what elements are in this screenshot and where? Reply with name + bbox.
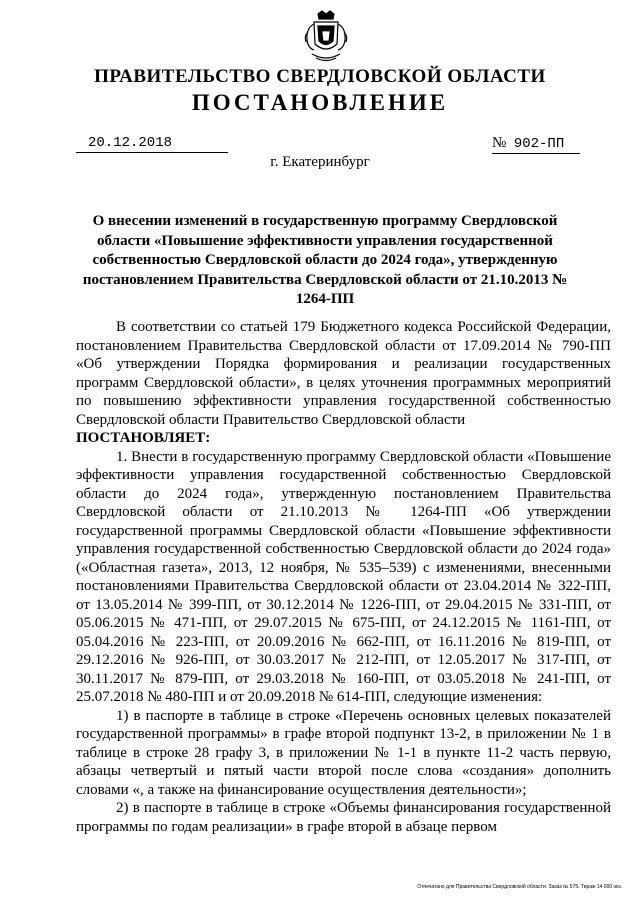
document-body bbox=[76, 318, 611, 836]
document-date: 20.12.2018 bbox=[76, 134, 228, 153]
intro-paragraph: В соответствии со статьей 179 Бюджетного кодекса Российской Федерации, постановлением Правительства Свердловской области от 17.09.2014 № 790-ПП «Об утверждении Порядка формирования и реализации государственных программ Свердловской области», в целях уточнения программных мероприятий по повышению эффективности управления государственной собственностью Свердловской области Правительство Свердловской области bbox=[76, 319, 611, 428]
print-footer: Отпечатано для Правительства Свердловской области. Заказ № 575. Тираж 14 000 экз. bbox=[417, 884, 622, 890]
decree-heading: ПОСТАНОВЛЯЕТ: bbox=[76, 430, 211, 446]
subitem-1-paragraph: 1) в паспорте в таблице в строке «Перечень основных целевых показателей государственной программы» в графе второй подпункт 13-2, в приложении № 1 в таблице в строке 28 графу 3, в приложении № 1-1 в пункте 11-2 часть первую, абзацы четвертый и пятый части второй после слова «создания» дополнить словами «, а также на финансирование осуществления деятельности»; bbox=[76, 707, 611, 798]
document-number-line bbox=[492, 134, 580, 154]
item-1-paragraph: 1. Внести в государственную программу Свердловской области «Повышение эффективности управления государственной собственностью Свердловской области до 2024 года», утвержденную постановлением Правительства Свердловской области от 21.10.2013 № 1264-ПП «Об утверждении государственной программы Свердловской области «Повышение эффективности управления государственной собственностью Свердловской области до 2024 года» («Областная газета», 2013, 12 ноября, № 535–539) с изменениями, внесенными постановлениями Правительства Свердловской области от 23.04.2014 № 322-ПП, от 13.05.2014 № 399-ПП, от 30.12.2014 № 1226-ПП, от 29.04.2015 № 331-ПП, от 05.06.2015 № 471-ПП, от 29.07.2015 № 675-ПП, от 24.12.2015 № 1161-ПП, от 05.04.2016 № 223-ПП, от 20.09.2016 № 662-ПП, от 16.11.2016 № 819-ПП, от 29.12.2016 № 926-ПП, от 30.03.2017 № 212-ПП, от 12.05.2017 № 317-ПП, от 30.11.2017 № 879-ПП, от 29.03.2018 № 160-ПП, от 03.05.2018 № 241-ПП, от 25.07.2018 № 480-ПП и от 20.09.2018 № 614-ПП, следующие изменения: bbox=[76, 448, 611, 705]
city: г. Екатеринбург bbox=[270, 154, 370, 170]
subitem-2-paragraph: 2) в паспорте в таблице в строке «Объемы финансирования государственной программы по годам реализации» в графе второй в абзаце первом bbox=[76, 800, 611, 835]
coat-of-arms-emblem bbox=[302, 10, 350, 64]
government-name: ПРАВИТЕЛЬСТВО СВЕРДЛОВСКОЙ ОБЛАСТИ bbox=[94, 66, 546, 87]
document-type: ПОСТАНОВЛЕНИЕ bbox=[191, 90, 449, 115]
number-sign: № bbox=[492, 135, 507, 151]
document-title: О внесении изменений в государственную программу Свердловской области «Повышение эффективности управления государственной собственностью Свердловской области до 2024 года», утвержденную постановлением Правительства Свердловской области от 21.10.2013 № 1264-ПП bbox=[82, 213, 568, 307]
document-number: 902-ПП bbox=[513, 136, 565, 152]
